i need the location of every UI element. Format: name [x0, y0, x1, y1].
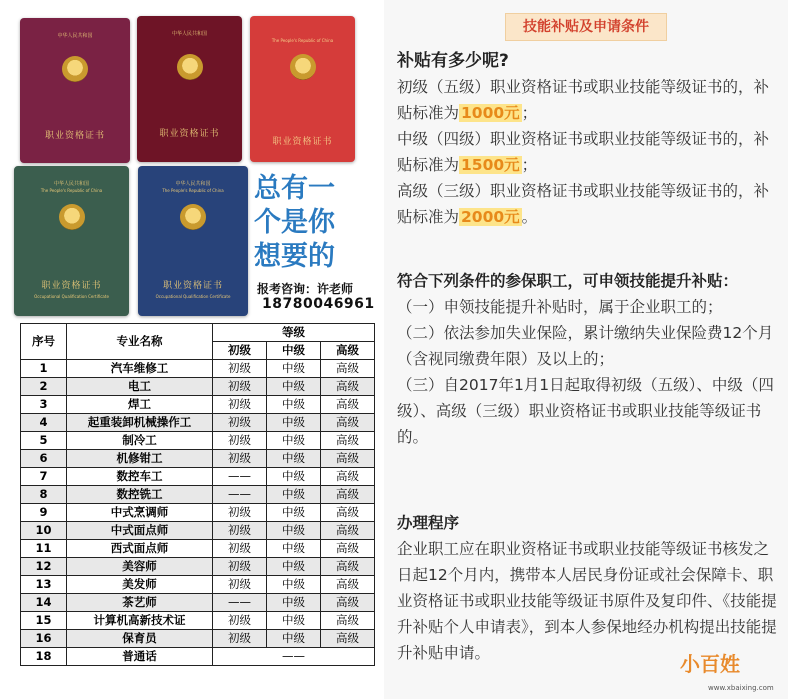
procedure-text: 企业职工应在职业资格证书或职业技能等级证书核发之日起12个月内，携带本人居民身份证或社会保障卡、职业资格证书或职业技能等级证书原件及复印件、《技能提升补贴个人申请表》，到本人参保地经办机构提出技能提升补贴申请。 [397, 540, 777, 662]
level-middle: 中级 [267, 540, 321, 558]
col-header-junior: 初级 [213, 342, 267, 360]
table-row [21, 450, 375, 468]
level-middle: 中级 [267, 558, 321, 576]
level-junior: —— [213, 468, 267, 486]
table-row [21, 414, 375, 432]
level-junior: 初级 [213, 432, 267, 450]
level-senior: 高级 [321, 504, 375, 522]
subsidy-middle [397, 126, 779, 178]
row-number: 15 [21, 612, 67, 630]
table-row [21, 486, 375, 504]
level-middle: 中级 [267, 576, 321, 594]
cert-title-en: Occupational Qualification Certificate [34, 294, 109, 299]
row-number: 3 [21, 396, 67, 414]
level-senior: 高级 [321, 594, 375, 612]
table-row [21, 504, 375, 522]
procedure-title: 办理程序 [397, 514, 460, 532]
national-emblem-icon [59, 204, 85, 230]
level-middle: 中级 [267, 414, 321, 432]
conditions-title: 符合下列条件的参保职工，可申领技能提升补贴： [397, 272, 739, 290]
table-row [21, 558, 375, 576]
level-senior: 高级 [321, 468, 375, 486]
row-number: 8 [21, 486, 67, 504]
promo-line: 个是你 [254, 207, 335, 238]
level-senior: 高级 [321, 414, 375, 432]
profession-name: 美容师 [67, 558, 213, 576]
level-junior: 初级 [213, 612, 267, 630]
certificate-cover-maroon [137, 16, 242, 162]
cert-country: 中华人民共和国 [53, 181, 89, 187]
profession-name: 数控铣工 [67, 486, 213, 504]
subsidy-senior [397, 178, 779, 230]
watermark-logo: 小百姓 [680, 652, 740, 676]
subsidy-amount: 2000元 [461, 208, 520, 226]
subsidy-text: 中级（四级）职业资格证书或职业技能等级证书的，补贴标准为 [397, 130, 770, 174]
cert-title: 职业资格证书 [272, 137, 333, 147]
level-junior: —— [213, 486, 267, 504]
punct: 。 [521, 208, 538, 226]
row-number: 6 [21, 450, 67, 468]
cert-subtitle-en: The People's Republic of China [271, 38, 334, 43]
row-number: 1 [21, 360, 67, 378]
table-row [21, 648, 375, 666]
national-emblem-icon [290, 54, 316, 80]
level-junior: 初级 [213, 504, 267, 522]
level-junior: 初级 [213, 450, 267, 468]
subsidy-amount: 1500元 [461, 156, 520, 174]
row-number: 9 [21, 504, 67, 522]
level-senior: 高级 [321, 630, 375, 648]
level-senior: 高级 [321, 360, 375, 378]
level-junior: 初级 [213, 540, 267, 558]
table-row [21, 540, 375, 558]
table-row [21, 468, 375, 486]
row-number: 5 [21, 432, 67, 450]
level-middle: 中级 [267, 486, 321, 504]
level-junior: 初级 [213, 360, 267, 378]
level-middle: 中级 [267, 378, 321, 396]
level-junior: 初级 [213, 414, 267, 432]
table-row [21, 378, 375, 396]
promo-slogan [254, 172, 379, 274]
level-senior: 高级 [321, 576, 375, 594]
level-junior: —— [213, 594, 267, 612]
level-senior: 高级 [321, 612, 375, 630]
profession-name: 中式面点师 [67, 522, 213, 540]
profession-name: 普通话 [67, 648, 213, 666]
cert-title-en: Occupational Qualification Certificate [155, 294, 231, 299]
profession-name: 汽车维修工 [67, 360, 213, 378]
level-senior: 高级 [321, 540, 375, 558]
level-middle: 中级 [267, 450, 321, 468]
promo-line: 总有一 [254, 173, 335, 204]
procedure-section [397, 510, 779, 666]
contact-label: 报考咨询：许老师 [257, 282, 354, 296]
level-senior: 高级 [321, 450, 375, 468]
table-row [21, 594, 375, 612]
profession-name: 起重装卸机械操作工 [67, 414, 213, 432]
level-middle: 中级 [267, 432, 321, 450]
level-middle: 中级 [267, 522, 321, 540]
level-junior: 初级 [213, 630, 267, 648]
skill-level-table [20, 323, 375, 666]
watermark-url: www.xbaixing.com [708, 684, 774, 692]
certificate-cover-blue [138, 166, 248, 316]
profession-name: 保育员 [67, 630, 213, 648]
level-senior: 高级 [321, 396, 375, 414]
row-number: 12 [21, 558, 67, 576]
level-senior: 高级 [321, 432, 375, 450]
level-middle: 中级 [267, 612, 321, 630]
cert-title: 职业资格证书 [162, 281, 223, 291]
cert-subtitle-en: The People's Republic of China [162, 188, 224, 193]
level-middle: 中级 [267, 594, 321, 612]
profession-name: 焊工 [67, 396, 213, 414]
level-junior: 初级 [213, 576, 267, 594]
level-senior: 高级 [321, 558, 375, 576]
subsidy-amount: 1000元 [461, 104, 520, 122]
profession-name: 茶艺师 [67, 594, 213, 612]
col-header-level: 等级 [213, 324, 375, 342]
table-row [21, 576, 375, 594]
cert-country: 中华人民共和国 [171, 31, 207, 37]
level-cell: —— [213, 648, 375, 666]
cert-country: 中华人民共和国 [175, 181, 211, 187]
col-header-number: 序号 [21, 324, 67, 360]
certificate-cover-purple [20, 18, 130, 163]
cert-title: 职业资格证书 [41, 281, 102, 291]
national-emblem-icon [180, 204, 206, 230]
row-number: 16 [21, 630, 67, 648]
col-header-middle: 中级 [267, 342, 321, 360]
level-middle: 中级 [267, 630, 321, 648]
row-number: 18 [21, 648, 67, 666]
level-junior: 初级 [213, 522, 267, 540]
profession-name: 西式面点师 [67, 540, 213, 558]
national-emblem-icon [62, 56, 88, 82]
level-senior: 高级 [321, 486, 375, 504]
row-number: 13 [21, 576, 67, 594]
table-row [21, 612, 375, 630]
punct: ； [521, 156, 538, 174]
row-number: 4 [21, 414, 67, 432]
profession-name: 中式烹调师 [67, 504, 213, 522]
table-row [21, 360, 375, 378]
table-body [21, 360, 375, 666]
cert-country: 中华人民共和国 [57, 33, 93, 39]
col-header-name: 专业名称 [67, 324, 213, 360]
condition-item: （二）依法参加失业保险，累计缴纳失业保险费12个月（含视同缴费年限）及以上的； [397, 324, 774, 368]
col-header-senior: 高级 [321, 342, 375, 360]
right-panel [384, 0, 788, 699]
conditions-section [397, 268, 779, 450]
profession-name: 电工 [67, 378, 213, 396]
subsidy-text: 高级（三级）职业资格证书或职业技能等级证书的，补贴标准为 [397, 182, 770, 226]
level-junior: 初级 [213, 558, 267, 576]
level-senior: 高级 [321, 378, 375, 396]
cert-subtitle-en: The People's Republic of China [40, 188, 103, 193]
row-number: 11 [21, 540, 67, 558]
condition-item: （一）申领技能提升补贴时，属于企业职工的； [397, 298, 723, 316]
profession-name: 计算机高新技术证 [67, 612, 213, 630]
row-number: 7 [21, 468, 67, 486]
phone-number: 18780046961 [262, 296, 375, 312]
row-number: 14 [21, 594, 67, 612]
table-row [21, 630, 375, 648]
level-senior: 高级 [321, 522, 375, 540]
level-junior: 初级 [213, 396, 267, 414]
subsidy-section [397, 48, 779, 230]
row-number: 10 [21, 522, 67, 540]
level-middle: 中级 [267, 396, 321, 414]
level-middle: 中级 [267, 468, 321, 486]
level-junior: 初级 [213, 378, 267, 396]
cert-title: 职业资格证书 [44, 131, 105, 141]
subsidy-question: 补贴有多少呢? [397, 51, 509, 71]
row-number: 2 [21, 378, 67, 396]
profession-name: 机修钳工 [67, 450, 213, 468]
punct: ； [521, 104, 538, 122]
table-row [21, 396, 375, 414]
subsidy-text: 初级（五级）职业资格证书或职业技能等级证书的，补贴标准为 [397, 78, 770, 122]
cert-title: 职业资格证书 [159, 129, 220, 139]
profession-name: 数控车工 [67, 468, 213, 486]
left-panel [0, 0, 380, 699]
profession-name: 制冷工 [67, 432, 213, 450]
level-middle: 中级 [267, 504, 321, 522]
certificate-cover-red [250, 16, 355, 162]
certificate-cover-green [14, 166, 129, 316]
promo-line: 想要的 [254, 241, 335, 272]
condition-item: （三）自2017年1月1日起取得初级（五级）、中级（四级）、高级（三级）职业资格证书或职业技能等级证书的。 [397, 376, 774, 446]
level-middle: 中级 [267, 360, 321, 378]
section-header: 技能补贴及申请条件 [505, 13, 667, 41]
profession-name: 美发师 [67, 576, 213, 594]
table-row [21, 432, 375, 450]
table-row [21, 522, 375, 540]
subsidy-junior [397, 74, 779, 126]
national-emblem-icon [177, 54, 203, 80]
